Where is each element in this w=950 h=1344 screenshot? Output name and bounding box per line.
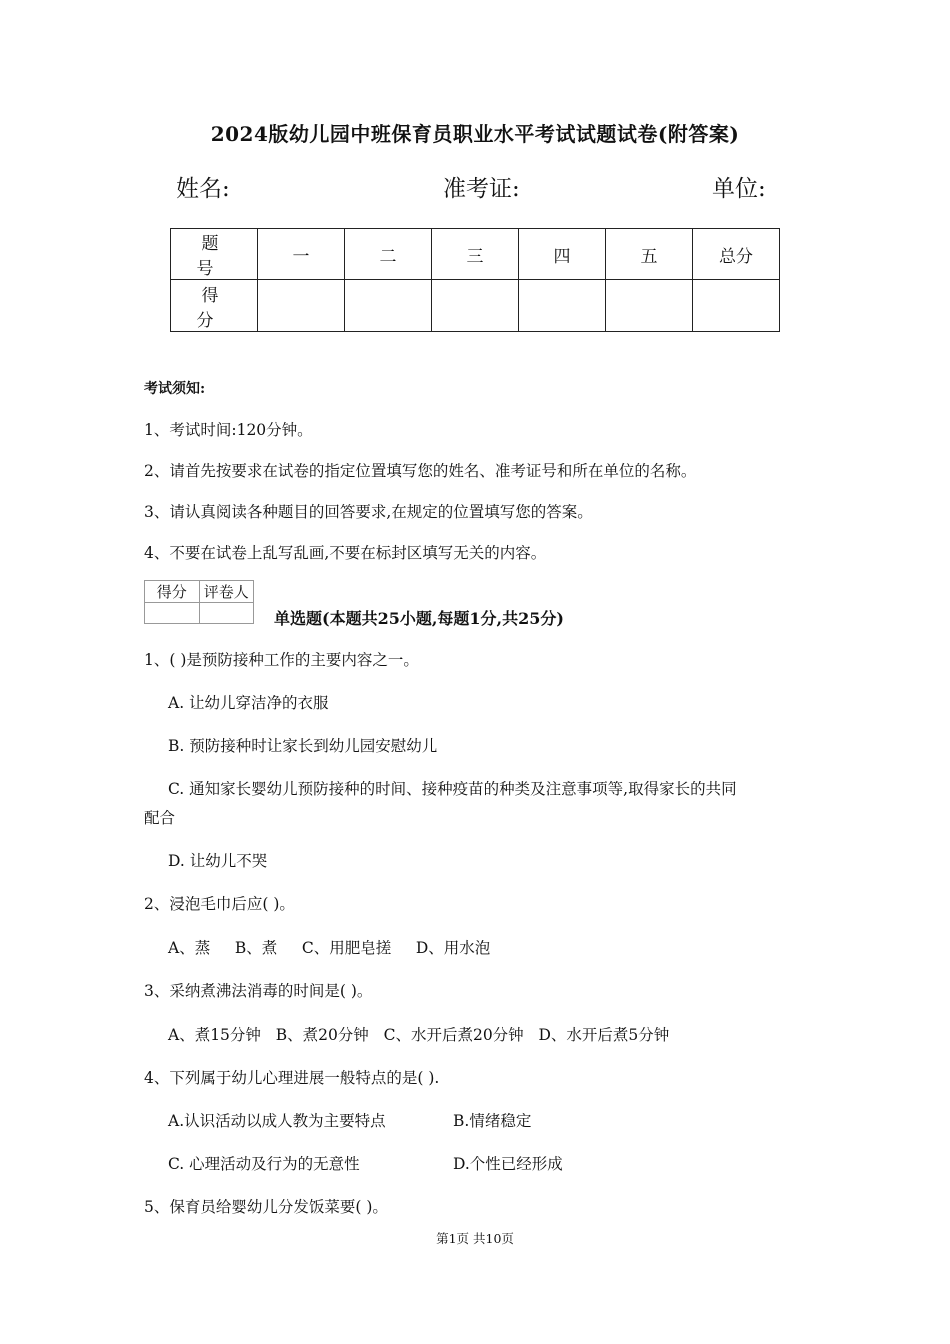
score-cell	[606, 280, 693, 332]
score-cell	[519, 280, 606, 332]
name-label: 姓名:	[176, 176, 230, 202]
section-5-header: 五	[606, 229, 693, 280]
grader-name-cell	[199, 603, 254, 624]
question-option: A.认识活动以成人教为主要特点	[168, 1112, 386, 1130]
grader-box	[144, 580, 254, 624]
exam-id-label: 准考证:	[443, 176, 520, 202]
score-table	[170, 228, 780, 332]
notice-item: 3、请认真阅读各种题目的回答要求,在规定的位置填写您的答案。	[144, 503, 593, 521]
question-option: C. 心理活动及行为的无意性	[168, 1155, 360, 1173]
question-option: D.个性已经形成	[453, 1155, 563, 1173]
question-option: C. 通知家长婴幼儿预防接种的时间、接种疫苗的种类及注意事项等,取得家长的共同	[168, 780, 737, 798]
total-header: 总分	[693, 229, 780, 280]
score-label: 得 分	[171, 280, 258, 332]
notice-item: 1、考试时间:120分钟。	[144, 421, 313, 439]
question-option: D. 让幼儿不哭	[168, 852, 268, 870]
score-cell	[258, 280, 345, 332]
score-table-header-row	[171, 229, 780, 280]
question-option: B. 预防接种时让家长到幼儿园安慰幼儿	[168, 737, 438, 755]
section-3-header: 三	[432, 229, 519, 280]
section-4-header: 四	[519, 229, 606, 280]
question-stem: 2、浸泡毛巾后应( )。	[144, 895, 295, 913]
unit-label: 单位:	[712, 176, 766, 202]
score-cell	[693, 280, 780, 332]
grader-score-cell	[145, 603, 200, 624]
section-1-header: 一	[258, 229, 345, 280]
question-option-continuation: 配合	[144, 809, 176, 827]
question-option: A. 让幼儿穿洁净的衣服	[168, 694, 329, 712]
question-options-line: A、煮15分钟 B、煮20分钟 C、水开后煮20分钟 D、水开后煮5分钟	[168, 1026, 670, 1044]
candidate-info-row	[0, 170, 950, 204]
page-footer: 第1页 共10页	[436, 1231, 514, 1246]
notice-heading: 考试须知:	[144, 381, 206, 397]
grader-score-label: 得分	[145, 581, 200, 603]
grader-name-label: 评卷人	[199, 581, 254, 603]
question-number-label: 题 号	[171, 229, 258, 280]
question-options-line: A、蒸 B、煮 C、用肥皂搓 D、用水泡	[168, 939, 491, 957]
question-stem: 3、采纳煮沸法消毒的时间是( )。	[144, 982, 373, 1000]
section-heading: 单选题(本题共25小题,每题1分,共25分)	[274, 609, 564, 628]
score-cell	[345, 280, 432, 332]
score-cell	[432, 280, 519, 332]
page-title: 2024版幼儿园中班保育员职业水平考试试题试卷(附答案)	[210, 122, 740, 146]
notice-item: 2、请首先按要求在试卷的指定位置填写您的姓名、准考证号和所在单位的名称。	[144, 462, 697, 480]
section-2-header: 二	[345, 229, 432, 280]
question-option: B.情绪稳定	[453, 1112, 532, 1130]
score-table-score-row	[171, 280, 780, 332]
question-stem: 4、下列属于幼儿心理进展一般特点的是( ).	[144, 1069, 440, 1087]
question-stem: 5、保育员给婴幼儿分发饭菜要( )。	[144, 1198, 388, 1216]
notice-item: 4、不要在试卷上乱写乱画,不要在标封区填写无关的内容。	[144, 544, 547, 562]
question-stem: 1、( )是预防接种工作的主要内容之一。	[144, 651, 419, 669]
